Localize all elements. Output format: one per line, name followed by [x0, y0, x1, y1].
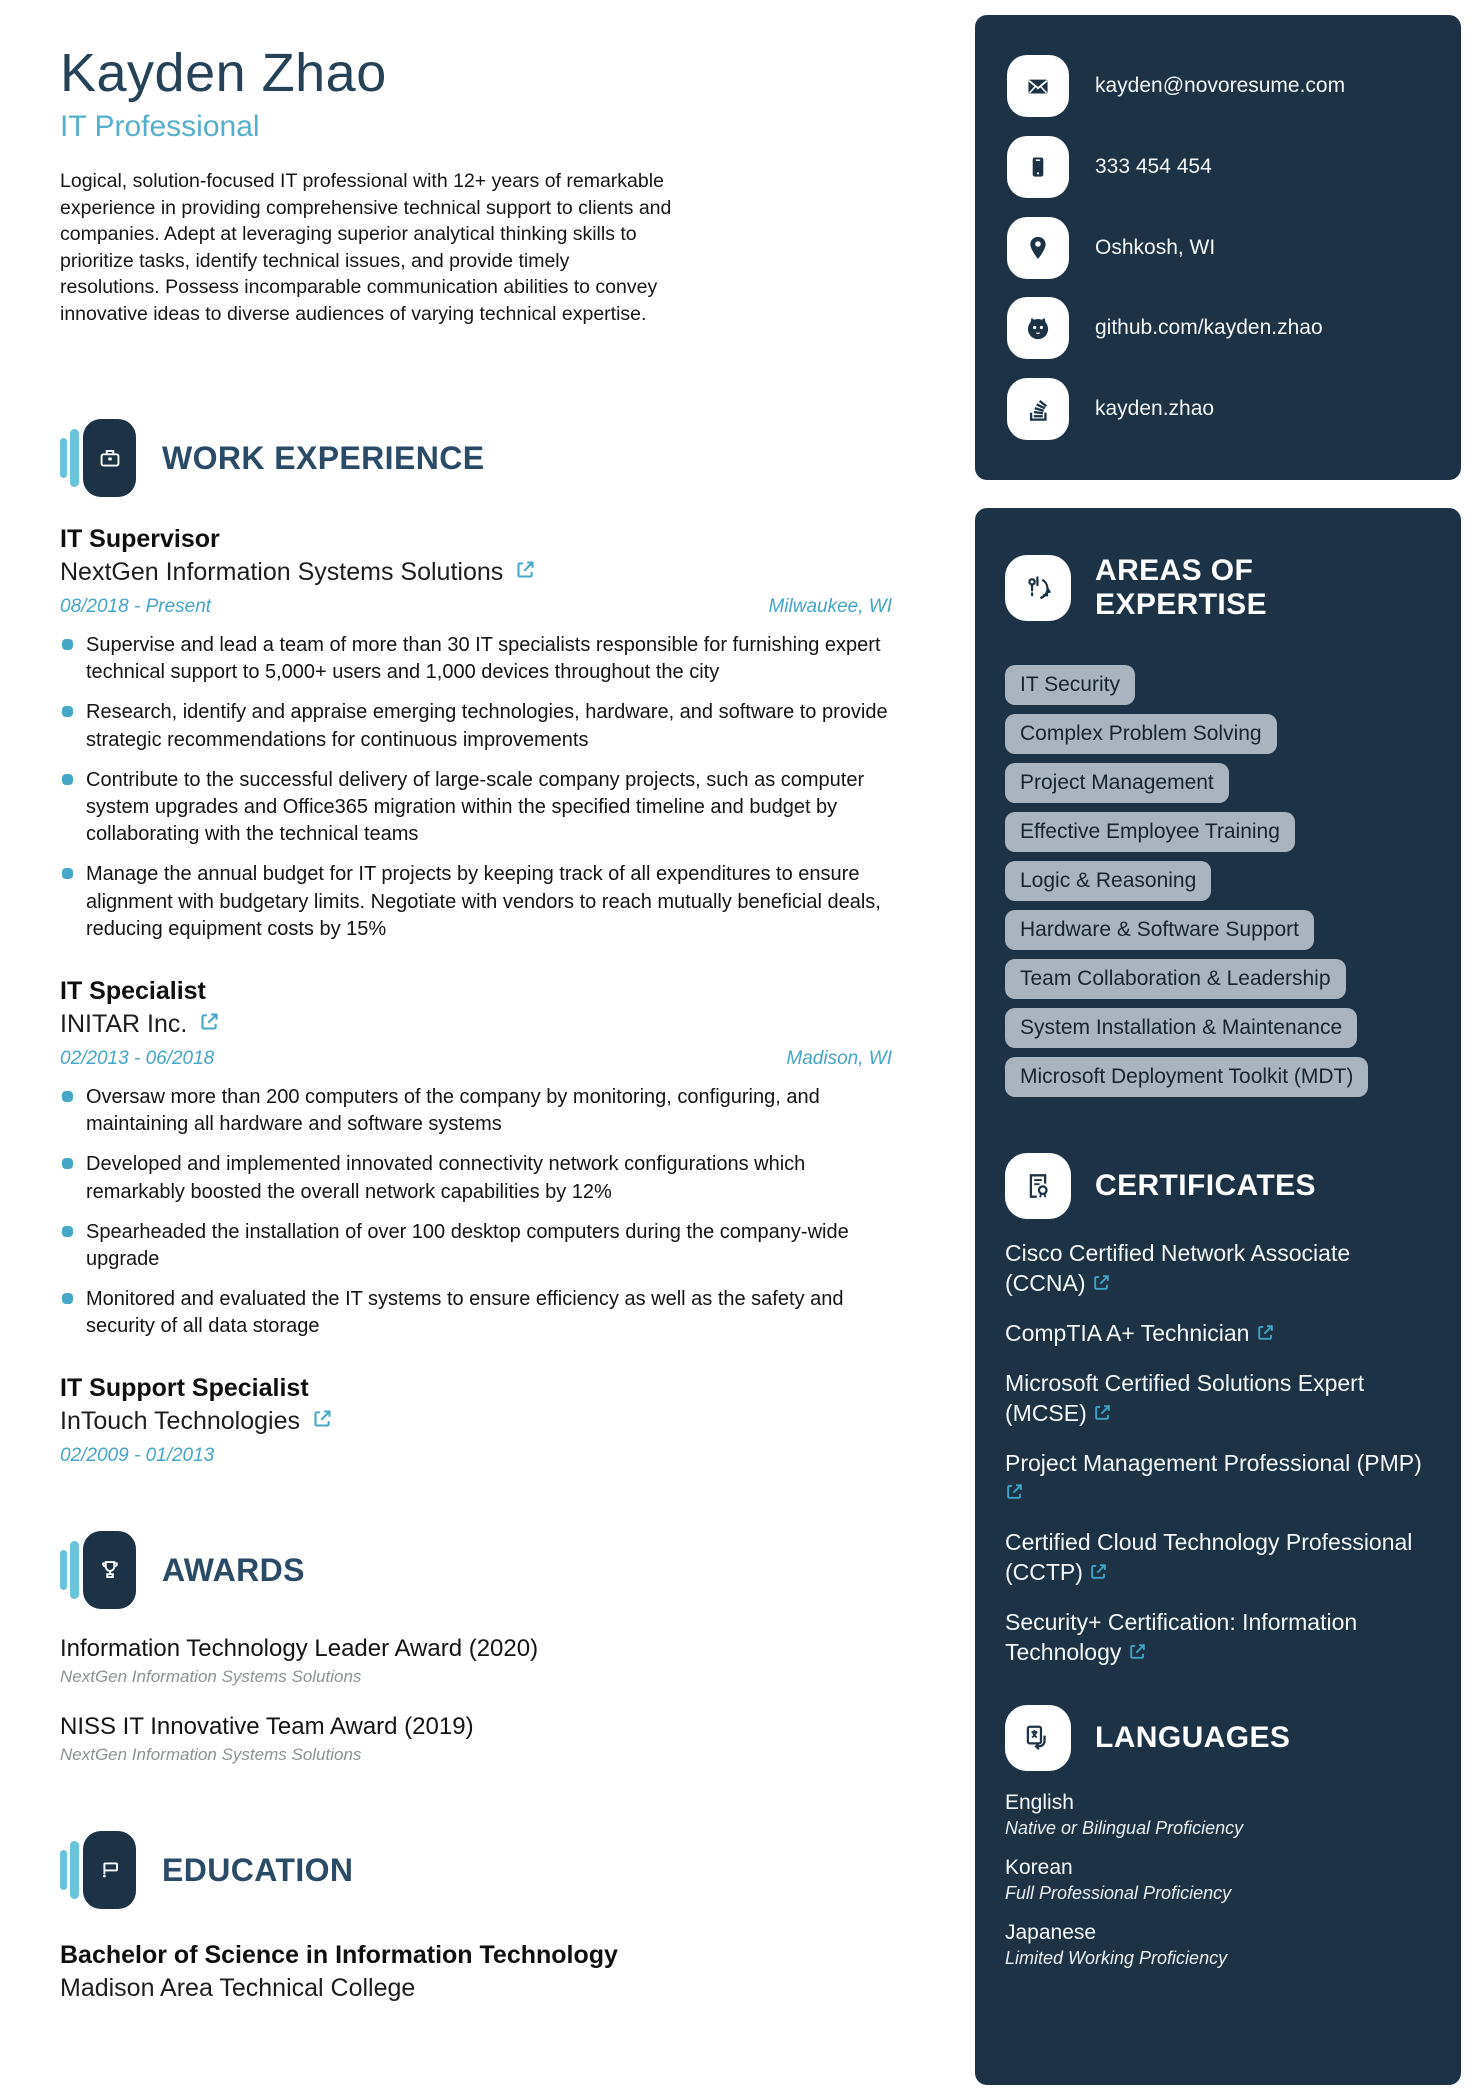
email-icon — [1007, 55, 1069, 117]
section-title-awards: AWARDS — [162, 1551, 305, 1588]
language-level: Full Professional Proficiency — [1005, 1882, 1232, 1903]
language-list — [1005, 1791, 1431, 1969]
expertise-header — [1005, 554, 1431, 621]
briefcase-icon — [60, 419, 136, 497]
job-dates: 02/2013 - 06/2018 — [60, 1047, 215, 1069]
language-entry — [1005, 1856, 1431, 1904]
certificate-item[interactable]: Microsoft Certified Solutions Expert (MCSE) — [1005, 1369, 1431, 1430]
job-bullet: Manage the annual budget for IT projects by keeping track of all expenditures to ensure alignment with budgetary limits. Negotiate with vendors to reach mutually beneficial deals, reducing equipment costs by 15% — [60, 861, 896, 943]
job-bullet: Supervise and lead a team of more than 30 IT specialists responsible for furnishing expert technical support to 5,000+ users and 1,000 devices throughout the city — [60, 632, 896, 686]
bullet-dot-icon — [62, 774, 73, 785]
certificate-icon — [1005, 1153, 1071, 1219]
main-column — [60, 42, 900, 2003]
contact-email[interactable]: kayden@novoresume.com — [1095, 74, 1346, 97]
section-title-certificates: CERTIFICATES — [1095, 1169, 1316, 1203]
education-school: Madison Area Technical College — [60, 1974, 416, 2003]
languages-header — [1005, 1705, 1431, 1771]
external-link-icon[interactable] — [1092, 1270, 1111, 1300]
expertise-tag: System Installation & Maintenance — [1005, 1008, 1357, 1048]
job-bullet: Oversaw more than 200 computers of the company by monitoring, configuring, and maintaining all hardware and software systems — [60, 1084, 896, 1138]
company-name[interactable]: NextGen Information Systems Solutions — [60, 558, 504, 587]
expertise-tag: IT Security — [1005, 665, 1135, 705]
language-name: English — [1005, 1790, 1074, 1814]
external-link-icon[interactable] — [199, 1010, 220, 1039]
award-title: NISS IT Innovative Team Award (2019) — [60, 1713, 474, 1741]
language-entry — [1005, 1791, 1431, 1839]
section-title-education: EDUCATION — [162, 1851, 354, 1888]
awards-header — [60, 1531, 900, 1609]
job-bullet: Research, identify and appraise emerging technologies, hardware, and software to provide strategic recommendations for continuous improvements — [60, 699, 896, 753]
graduation-icon — [60, 1831, 136, 1909]
language-level: Native or Bilingual Proficiency — [1005, 1817, 1244, 1838]
company-name[interactable]: InTouch Technologies — [60, 1407, 300, 1436]
external-link-icon[interactable] — [1089, 1559, 1108, 1589]
sidebar-panel — [975, 508, 1461, 2085]
expertise-tag-list — [1005, 665, 1431, 1097]
person-name: Kayden Zhao — [60, 43, 387, 103]
expertise-tag: Hardware & Software Support — [1005, 910, 1314, 950]
certificate-item[interactable]: Project Management Professional (PMP) — [1005, 1449, 1431, 1510]
expertise-tag: Project Management — [1005, 763, 1229, 803]
certificate-item[interactable]: Cisco Certified Network Associate (CCNA) — [1005, 1239, 1431, 1300]
stackoverflow-icon — [1007, 378, 1069, 440]
award-entry — [60, 1635, 900, 1687]
work-experience-header — [60, 419, 900, 497]
external-link-icon[interactable] — [1256, 1320, 1275, 1350]
job-bullet: Monitored and evaluated the IT systems to ensure efficiency as well as the safety and security of all data storage — [60, 1286, 896, 1340]
job-bullet: Contribute to the successful delivery of large-scale company projects, such as computer system upgrades and Office365 migration within the specified timeline and budget by collaborating with the technical teams — [60, 767, 896, 849]
job-location: Madison, WI — [786, 1047, 892, 1069]
job-bullet: Spearheaded the installation of over 100 desktop computers during the company-wide upgrade — [60, 1219, 896, 1273]
contact-card — [975, 15, 1461, 480]
language-name: Korean — [1005, 1855, 1073, 1879]
person-title: IT Professional — [60, 110, 260, 143]
section-title-work: WORK EXPERIENCE — [162, 439, 485, 476]
external-link-icon[interactable] — [1005, 1479, 1024, 1509]
bullet-dot-icon — [62, 1293, 73, 1304]
job-title: IT Specialist — [60, 976, 206, 1005]
job-title: IT Supervisor — [60, 525, 220, 554]
bullet-dot-icon — [62, 639, 73, 650]
external-link-icon[interactable] — [312, 1407, 333, 1436]
section-title-expertise: AREAS OF EXPERTISE — [1095, 554, 1267, 621]
language-entry — [1005, 1921, 1431, 1969]
expertise-tag: Effective Employee Training — [1005, 812, 1295, 852]
head-with-tools-icon — [1005, 555, 1071, 621]
bullet-dot-icon — [62, 1158, 73, 1169]
contact-stackoverflow[interactable]: kayden.zhao — [1095, 397, 1215, 420]
job-location: Milwaukee, WI — [768, 596, 892, 618]
job-entry — [60, 525, 900, 943]
contact-row-stackoverflow — [1007, 378, 1429, 440]
certificate-item[interactable]: Security+ Certification: Information Technology — [1005, 1608, 1431, 1669]
certificate-item[interactable]: Certified Cloud Technology Professional (CCTP) — [1005, 1528, 1431, 1589]
trophy-icon — [60, 1531, 136, 1609]
external-link-icon[interactable] — [515, 558, 536, 587]
job-dates: 08/2018 - Present — [60, 596, 212, 618]
certificates-header — [1005, 1153, 1431, 1219]
education-degree: Bachelor of Science in Information Technology — [60, 1941, 618, 1970]
certificate-item[interactable]: CompTIA A+ Technician — [1005, 1319, 1431, 1350]
external-link-icon[interactable] — [1093, 1400, 1112, 1430]
phone-icon — [1007, 136, 1069, 198]
education-header — [60, 1831, 900, 1909]
job-entry — [60, 977, 900, 1341]
expertise-tag: Team Collaboration & Leadership — [1005, 959, 1346, 999]
expertise-tag: Microsoft Deployment Toolkit (MDT) — [1005, 1057, 1368, 1097]
award-entry — [60, 1713, 900, 1765]
award-org: NextGen Information Systems Solutions — [60, 1745, 362, 1765]
award-title: Information Technology Leader Award (2020) — [60, 1635, 539, 1663]
contact-github[interactable]: github.com/kayden.zhao — [1095, 316, 1323, 340]
expertise-tag: Complex Problem Solving — [1005, 714, 1277, 754]
company-name[interactable]: INITAR Inc. — [60, 1009, 188, 1038]
contact-row-phone — [1007, 136, 1429, 198]
contact-location: Oshkosh, WI — [1095, 235, 1216, 259]
job-title: IT Support Specialist — [60, 1374, 309, 1403]
external-link-icon[interactable] — [1128, 1639, 1147, 1669]
contact-phone[interactable]: 333 454 454 — [1095, 154, 1212, 178]
bullet-dot-icon — [62, 1226, 73, 1237]
language-level: Limited Working Proficiency — [1005, 1947, 1228, 1968]
job-bullet: Developed and implemented innovated connectivity network configurations which remarkably boosted the overall network capabilities by 12% — [60, 1151, 896, 1205]
contact-row-email — [1007, 55, 1429, 117]
contact-row-github — [1007, 297, 1429, 359]
bullet-dot-icon — [62, 1091, 73, 1102]
section-title-languages: LANGUAGES — [1095, 1721, 1291, 1754]
github-icon — [1007, 297, 1069, 359]
contact-row-location — [1007, 217, 1429, 279]
job-dates: 02/2009 - 01/2013 — [60, 1445, 215, 1467]
bullet-dot-icon — [62, 868, 73, 879]
certificate-list — [1005, 1239, 1431, 1669]
location-pin-icon — [1007, 217, 1069, 279]
bullet-dot-icon — [62, 706, 73, 717]
award-org: NextGen Information Systems Solutions — [60, 1667, 362, 1687]
expertise-tag: Logic & Reasoning — [1005, 861, 1211, 901]
language-name: Japanese — [1005, 1920, 1097, 1944]
job-entry — [60, 1374, 900, 1467]
translate-icon — [1005, 1705, 1071, 1771]
profile-summary: Logical, solution-focused IT professional with 12+ years of remarkable experience in providing comprehensive technical support to clients and companies. Adept at leveraging superior analytical thinking skills to prioritize tasks, identify technical issues, and provide timely resolutions. Possess incomparable communication abilities to convey innovative ideas to diverse audiences of varying technical expertise. — [60, 170, 672, 325]
